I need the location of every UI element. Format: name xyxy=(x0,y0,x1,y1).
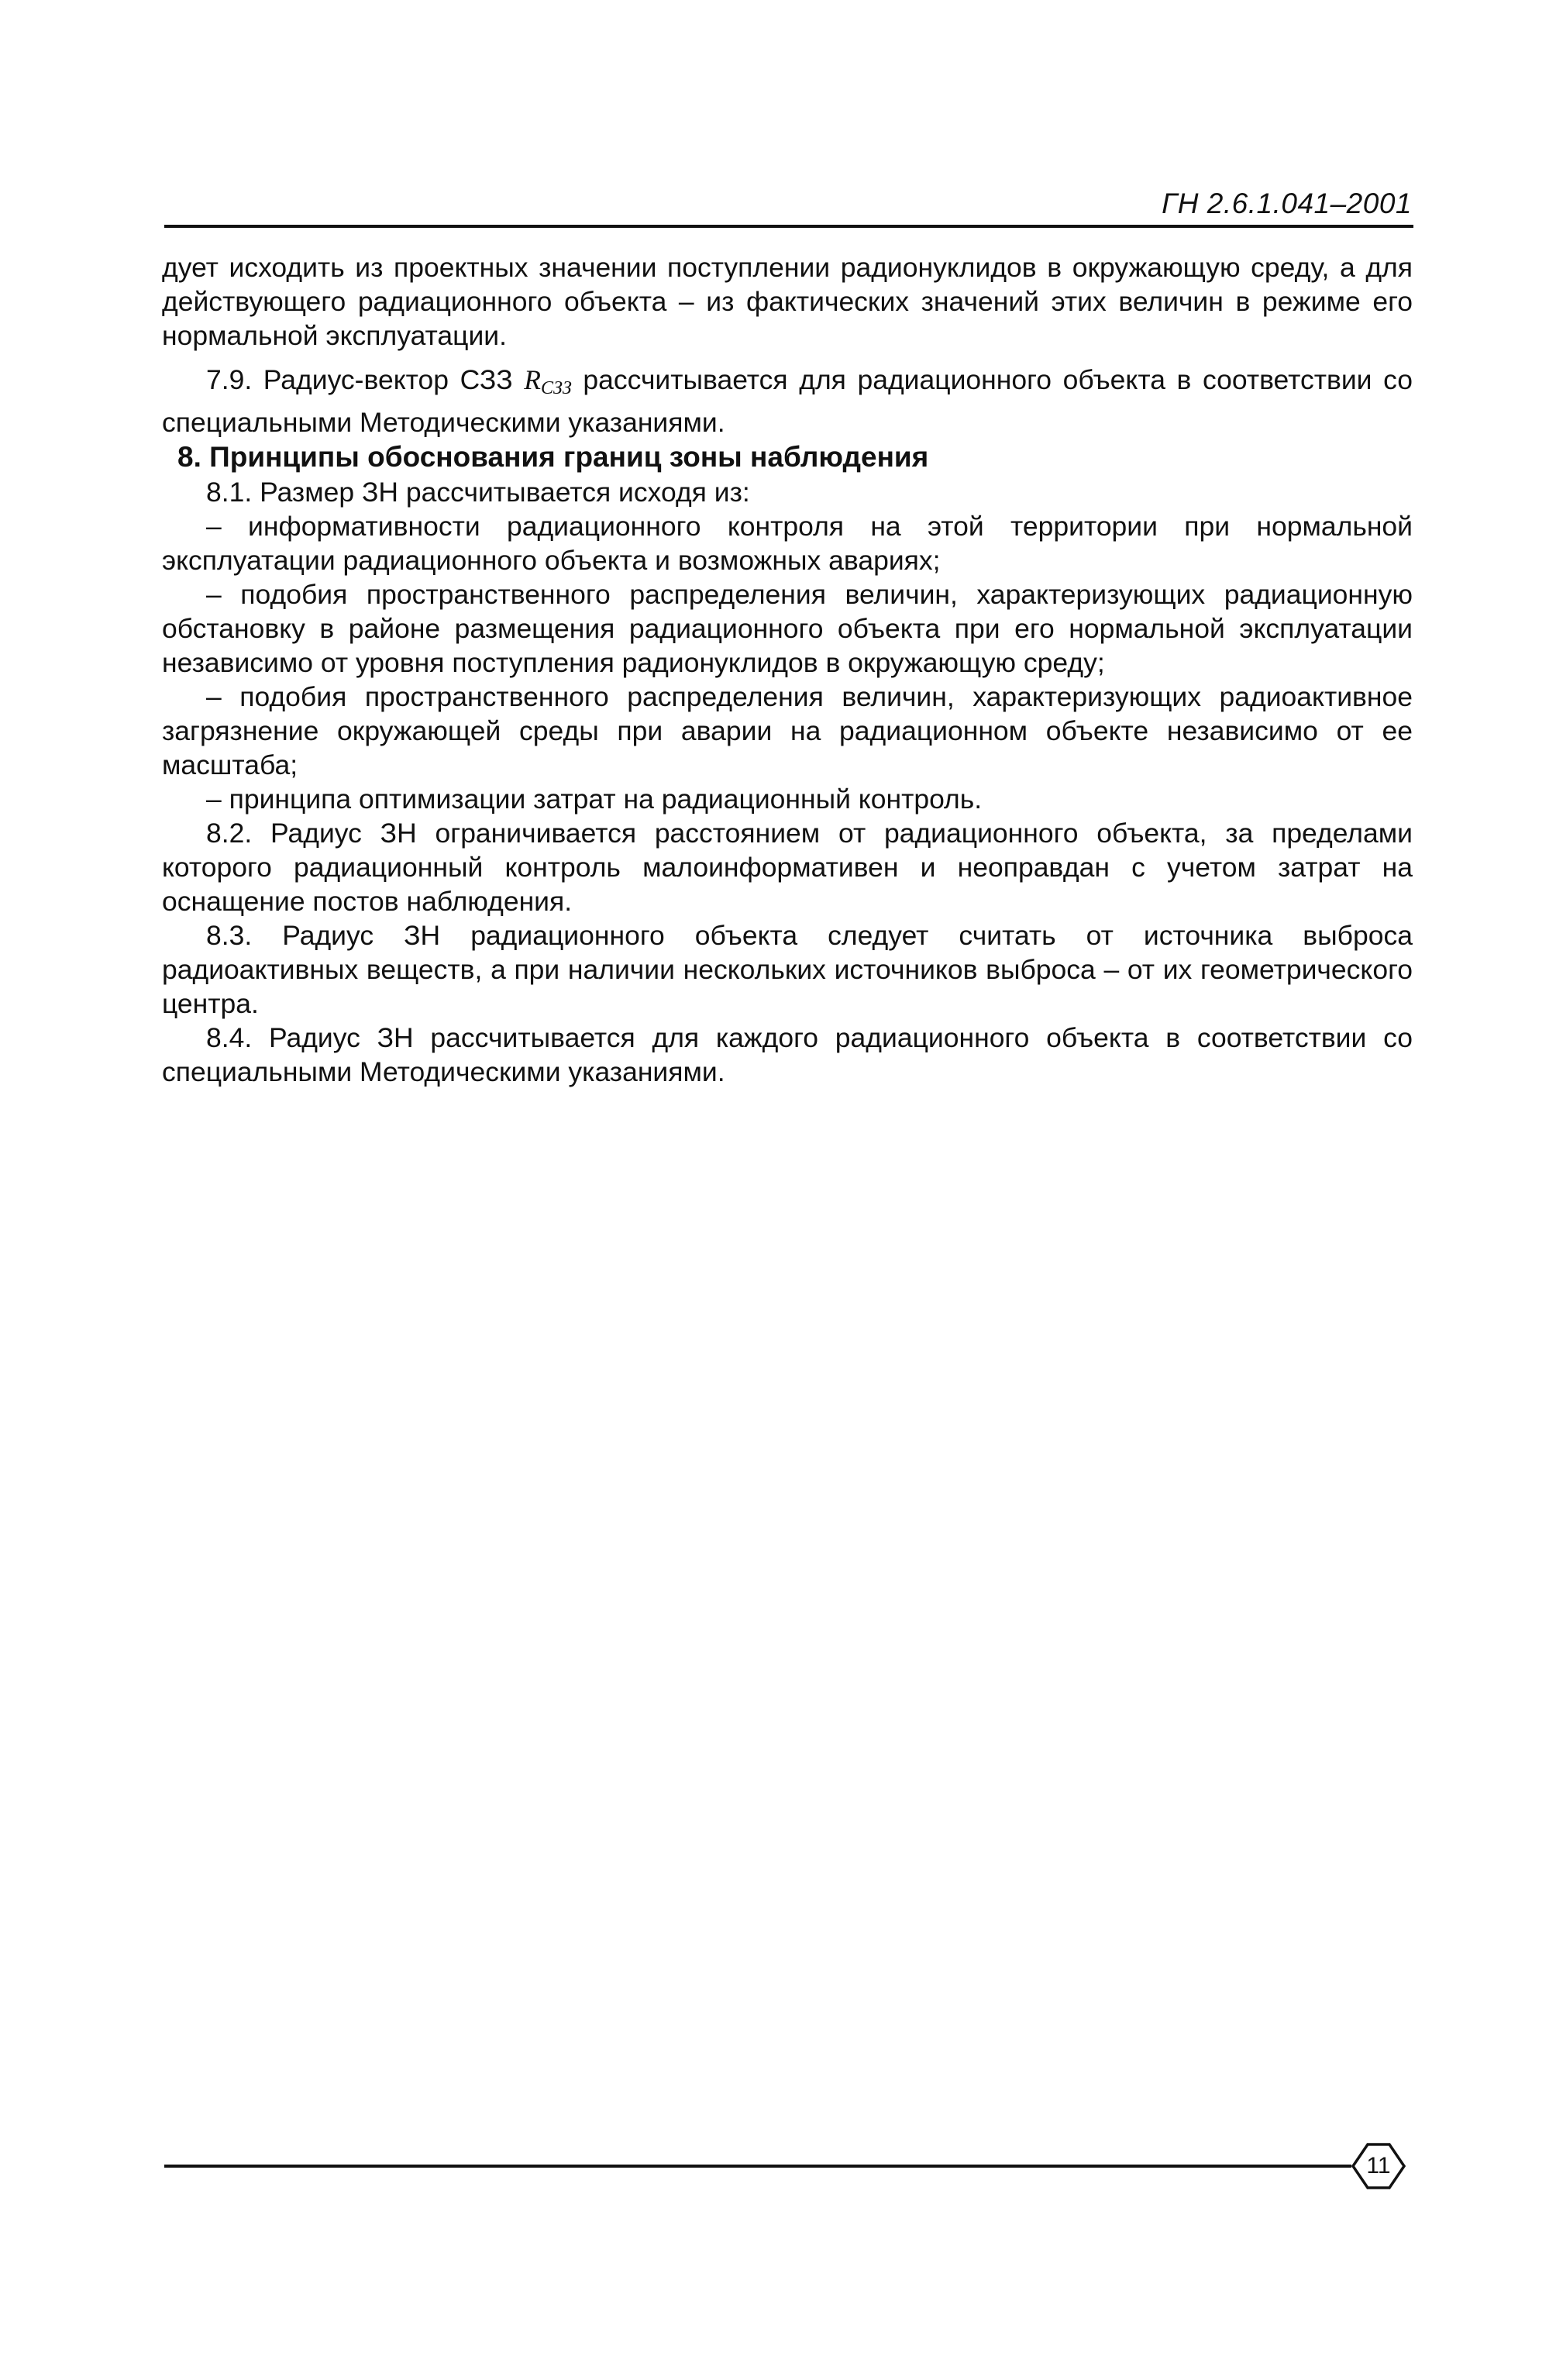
page-content xyxy=(162,250,1413,1089)
paragraph-8-1: 8.1. Размер ЗН рассчитывается исходя из: xyxy=(206,477,750,508)
list-item-similarity-normal: – подобия пространственного распределения величин, характеризующих радиационную обстановку в районе размещения радиационного объекта при его нормальной эксплуатации независимо от уровня поступления радионуклидов в окружающую среду; xyxy=(162,579,1413,678)
document-code: ГН 2.6.1.041–2001 xyxy=(1162,188,1412,219)
paragraph-7-9-text-end: рассчитывается для радиационного объекта в соответствии со специальными Методическими указаниями. xyxy=(162,364,1413,438)
paragraph-7-9-text-start: 7.9. Радиус-вектор СЗЗ xyxy=(206,364,525,395)
list-item-informativeness: – информативности радиационного контроля на этой территории при нормальной эксплуатации радиационного объекта и возможных авариях; xyxy=(162,511,1413,576)
list-item-optimization: – принципа оптимизации затрат на радиационный контроль. xyxy=(206,784,983,815)
paragraph-8-2: 8.2. Радиус ЗН ограничивается расстоянием от радиационного объекта, за пределами которого радиационный контроль малоинформативен и неоправдан с учетом затрат на оснащение постов наблюдения. xyxy=(162,818,1413,917)
page-number: 11 xyxy=(1366,2153,1391,2179)
section-8-title: 8. Принципы обоснования границ зоны наблюдения xyxy=(177,441,929,473)
paragraph-8-3: 8.3. Радиус ЗН радиационного объекта следует считать от источника выброса радиоактивных веществ, а при наличии нескольких источников выброса – от их геометрического центра. xyxy=(162,920,1413,1019)
footer-rule xyxy=(164,2165,1351,2168)
paragraph-continuation: дует исходить из проектных значении поступлении радионуклидов в окружающую среду, а для действующего радиационного объекта – из фактических значений этих величин в режиме его нормальной эксплуатации. xyxy=(162,252,1413,351)
list-item-similarity-accident: – подобия пространственного распределения величин, характеризующих радиоактивное загрязнение окружающей среды при аварии на радиационном объекте независимо от ее масштаба; xyxy=(162,681,1413,780)
radius-vector-symbol xyxy=(524,364,572,398)
header-rule xyxy=(164,225,1413,228)
radius-vector-symbol-subscript: СЗЗ xyxy=(540,378,572,398)
radius-vector-symbol-main: R xyxy=(524,364,541,395)
paragraph-8-4: 8.4. Радиус ЗН рассчитывается для каждого радиационного объекта в соответствии со специальными Методическими указаниями. xyxy=(162,1022,1413,1087)
paragraph-7-9 xyxy=(162,363,1413,439)
